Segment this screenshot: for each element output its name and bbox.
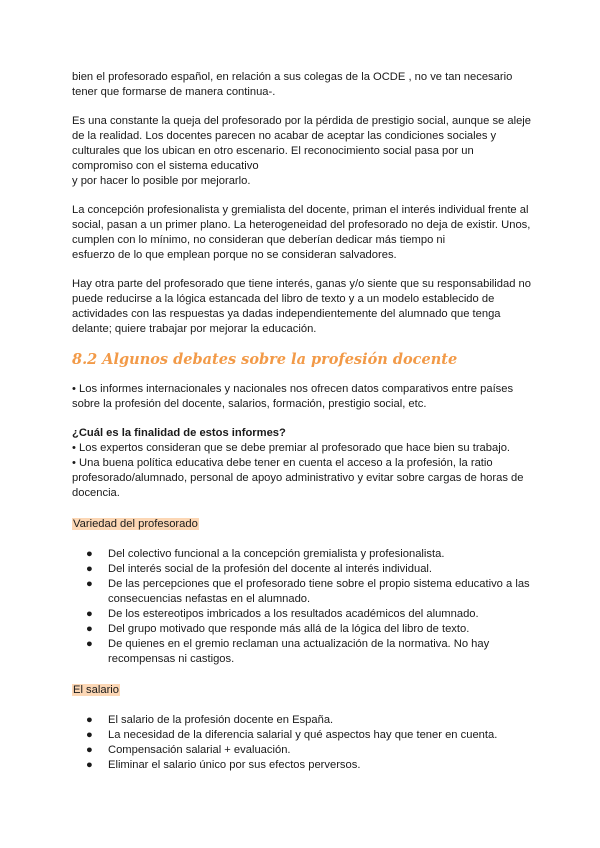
text-line: • Los informes internacionales y nacionales nos ofrecen datos comparativos entre países [72,383,514,395]
text-line: culturales que los ubican en otro escenario. El reconocimiento social pasa por un [72,145,474,157]
list-item [72,713,534,728]
list-item-text: De quienes en el gremio reclaman una actualización de la normativa. No hay [108,638,490,650]
paragraph-concepcion [72,203,534,263]
list-item-text: Del interés social de la profesión del docente al interés individual. [108,563,433,575]
document-content [72,70,534,773]
list-item [72,758,534,773]
bullet-icon: ● [86,759,93,771]
text-line: puede reducirse a la lógica estancada del libro de texto y a un modelo establecido de [72,293,495,305]
variedad-list [72,547,534,667]
text-line: de la realidad. Los docentes parecen no acabar de aceptar las condiciones sociales y [72,130,497,142]
bullet-icon: ● [86,548,93,560]
list-item-text: Del grupo motivado que responde más allá de la lógica del libro de texto. [108,623,470,635]
subsection-title-variedad [72,517,534,532]
text-line: La concepción profesionalista y gremialista del docente, priman el interés individual frente al [72,204,529,216]
paragraph-interes [72,277,534,337]
text-line: bien el profesorado español, en relación a sus colegas de la OCDE , no ve tan necesario [72,71,513,83]
list-item-text: Del colectivo funcional a la concepción gremialista y profesionalista. [108,548,445,560]
highlighted-title: Variedad del profesorado [73,518,198,530]
text-line: Es una constante la queja del profesorado por la pérdida de prestigio social, aunque se aleje [72,115,531,127]
text-line: esfuerzo de lo que emplean porque no se consideran salvadores. [72,249,397,261]
bullet-icon: ● [86,744,93,756]
question-heading: ¿Cuál es la finalidad de estos informes? [72,427,286,439]
list-item-text: La necesidad de la diferencia salarial y qué aspectos hay que tener en cuenta. [108,729,498,741]
text-line: delante; quiere trabajar por mejorar la educación. [72,323,317,335]
text-line: y por hacer lo posible por mejorarlo. [72,175,251,187]
list-item [72,607,534,622]
list-item-text: Compensación salarial + evaluación. [108,744,291,756]
text-line: compromiso con el sistema educativo [72,160,259,172]
list-item [72,637,534,667]
list-item [72,622,534,637]
salario-list [72,713,534,773]
list-item-text: consecuencias nefastas en el alumnado. [108,593,311,605]
text-line: cumplen con lo mínimo, no consideran que deberían dedicar más tiempo ni [72,234,446,246]
paragraph-ocde [72,70,534,100]
list-item [72,562,534,577]
bullet-icon: ● [86,623,93,635]
list-item [72,728,534,743]
bullet-icon: ● [86,608,93,620]
list-item-text: De las percepciones que el profesorado tiene sobre el propio sistema educativo a las [108,578,530,590]
paragraph-informes [72,382,534,412]
list-item [72,547,534,562]
bullet-icon: ● [86,729,93,741]
text-line: profesorado/alumnado, personal de apoyo administrativo y evitar sobre cargas de horas de [72,472,524,484]
list-item-text: Eliminar el salario único por sus efectos perversos. [108,759,361,771]
subsection-title-salario [72,683,534,698]
text-line: • Una buena política educativa debe tener en cuenta el acceso a la profesión, la ratio [72,457,493,469]
paragraph-finalidad [72,426,534,501]
list-item [72,743,534,758]
list-item-text: El salario de la profesión docente en España. [108,714,334,726]
bullet-icon: ● [86,578,93,590]
text-line: docencia. [72,487,120,499]
text-line: social, pasan a un primer plano. La heterogeneidad del profesorado no deja de existir. Unos, [72,219,531,231]
list-item-text: recompensas ni castigos. [108,653,235,665]
paragraph-prestigio [72,114,534,189]
bullet-icon: ● [86,638,93,650]
text-line: • Los expertos consideran que se debe premiar al profesorado que hace bien su trabajo. [72,442,511,454]
text-line: Hay otra parte del profesorado que tiene interés, ganas y/o siente que su responsabilidad no [72,278,531,290]
section-heading: 8.2 Algunos debates sobre la profesión docente [72,351,458,368]
list-item-text: De los estereotipos imbricados a los resultados académicos del alumnado. [108,608,479,620]
bullet-icon: ● [86,714,93,726]
highlighted-title: El salario [73,684,120,696]
text-line: actividades con las respuestas ya dadas independientemente del alumnado que tenga [72,308,501,320]
text-line: tener que formarse de manera continua-. [72,86,276,98]
bullet-icon: ● [86,563,93,575]
text-line: sobre la profesión del docente, salarios, formación, prestigio social, etc. [72,398,427,410]
list-item [72,577,534,607]
